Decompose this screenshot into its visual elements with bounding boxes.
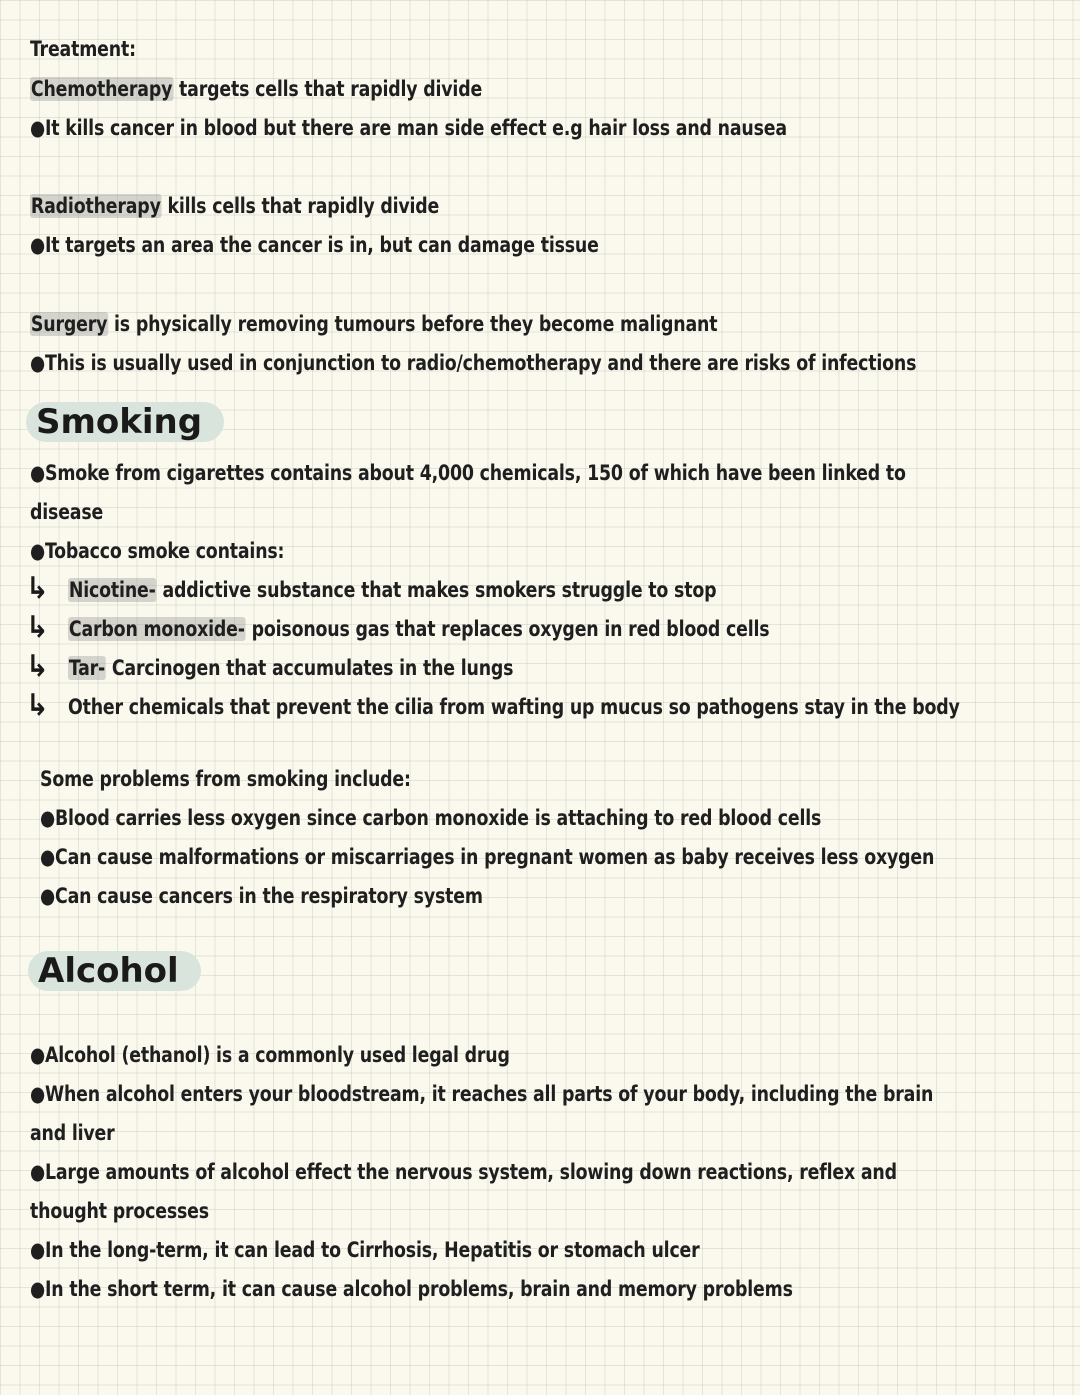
alcohol-bullet-4-text: In the long-term, it can lead to Cirrhosis, Hepatitis or stomach ulcer bbox=[44, 1238, 700, 1262]
smoking-bullet-1-cont: disease bbox=[30, 500, 104, 524]
alcohol-bullet-3-cont: thought processes bbox=[30, 1199, 209, 1223]
alcohol-bullet-3-text: Large amounts of alcohol effect the nervous system, slowing down reactions, reflex and bbox=[44, 1160, 897, 1184]
bullet-icon: ● bbox=[30, 1082, 45, 1106]
smoking-problem bbox=[40, 842, 934, 872]
bullet-icon: ● bbox=[30, 539, 45, 563]
alcohol-bullet-5-text: In the short term, it can cause alcohol problems, brain and memory problems bbox=[44, 1277, 793, 1301]
chemotherapy-bullet bbox=[30, 113, 787, 143]
smoking-bullet-2 bbox=[30, 536, 284, 566]
bullet-icon: ● bbox=[30, 1277, 45, 1301]
surgery-line bbox=[30, 309, 717, 339]
smoking-problem-text: Can cause malformations or miscarriages in pregnant women as baby receives less oxygen bbox=[54, 845, 935, 869]
radiotherapy-term: Radiotherapy bbox=[30, 194, 161, 218]
surgery-text: is physically removing tumours before they become malignant bbox=[108, 312, 718, 336]
arrow-icon: ↳ bbox=[26, 688, 49, 723]
radiotherapy-bullet-text: It targets an area the cancer is in, but can damage tissue bbox=[44, 233, 599, 257]
chemotherapy-text: targets cells that rapidly divide bbox=[173, 77, 483, 101]
alcohol-heading: Alcohol bbox=[28, 951, 201, 991]
smoking-problems-intro: Some problems from smoking include: bbox=[40, 767, 411, 791]
smoking-bullet-1 bbox=[30, 458, 906, 488]
bullet-icon: ● bbox=[30, 351, 45, 375]
smoking-problem bbox=[40, 803, 821, 833]
alcohol-bullet-4 bbox=[30, 1235, 700, 1265]
surgery-bullet-text: This is usually used in conjunction to radio/chemotherapy and there are risks of infections bbox=[44, 351, 917, 375]
bullet-icon: ● bbox=[30, 1043, 45, 1067]
list-item bbox=[68, 653, 513, 683]
smoking-heading: Smoking bbox=[26, 402, 224, 442]
arrow-icon: ↳ bbox=[26, 571, 49, 606]
alcohol-bullet-3 bbox=[30, 1157, 897, 1187]
smoking-problem bbox=[40, 881, 483, 911]
carbon-monoxide-term: Carbon monoxide- bbox=[68, 617, 245, 641]
nicotine-text: addictive substance that makes smokers struggle to stop bbox=[156, 578, 717, 602]
bullet-icon: ● bbox=[40, 845, 55, 869]
radiotherapy-line bbox=[30, 191, 439, 221]
bullet-icon: ● bbox=[30, 1160, 45, 1184]
alcohol-bullet-2-text: When alcohol enters your bloodstream, it reaches all parts of your body, including the brain bbox=[44, 1082, 934, 1106]
carbon-monoxide-text: poisonous gas that replaces oxygen in red blood cells bbox=[245, 617, 770, 641]
bullet-icon: ● bbox=[30, 461, 45, 485]
arrow-icon: ↳ bbox=[26, 649, 49, 684]
bullet-icon: ● bbox=[40, 806, 55, 830]
smoking-problem-text: Blood carries less oxygen since carbon monoxide is attaching to red blood cells bbox=[54, 806, 822, 830]
treatment-title: Treatment: bbox=[30, 37, 136, 61]
chemotherapy-line bbox=[30, 74, 482, 104]
tar-text: Carcinogen that accumulates in the lungs bbox=[105, 656, 514, 680]
chemotherapy-bullet-text: It kills cancer in blood but there are man side effect e.g hair loss and nausea bbox=[44, 116, 787, 140]
smoking-bullet-2-text: Tobacco smoke contains: bbox=[44, 539, 285, 563]
alcohol-bullet-1 bbox=[30, 1040, 510, 1070]
alcohol-bullet-5 bbox=[30, 1274, 793, 1304]
tar-term: Tar- bbox=[68, 656, 106, 680]
other-chemicals-text: Other chemicals that prevent the cilia from wafting up mucus so pathogens stay in the body bbox=[68, 695, 960, 719]
bullet-icon: ● bbox=[30, 1238, 45, 1262]
alcohol-bullet-1-text: Alcohol (ethanol) is a commonly used legal drug bbox=[44, 1043, 510, 1067]
bullet-icon: ● bbox=[30, 233, 45, 257]
list-item bbox=[68, 575, 716, 605]
radiotherapy-text: kills cells that rapidly divide bbox=[161, 194, 440, 218]
alcohol-bullet-2 bbox=[30, 1079, 933, 1109]
arrow-icon: ↳ bbox=[26, 610, 49, 645]
radiotherapy-bullet bbox=[30, 230, 599, 260]
list-item bbox=[68, 614, 769, 644]
surgery-bullet bbox=[30, 348, 916, 378]
bullet-icon: ● bbox=[30, 116, 45, 140]
alcohol-bullet-2-cont: and liver bbox=[30, 1121, 115, 1145]
surgery-term: Surgery bbox=[30, 312, 108, 336]
smoking-problem-text: Can cause cancers in the respiratory system bbox=[54, 884, 483, 908]
nicotine-term: Nicotine- bbox=[68, 578, 156, 602]
chemotherapy-term: Chemotherapy bbox=[30, 77, 173, 101]
list-item bbox=[68, 692, 960, 722]
smoking-bullet-1-text: Smoke from cigarettes contains about 4,000 chemicals, 150 of which have been linked to bbox=[44, 461, 906, 485]
bullet-icon: ● bbox=[40, 884, 55, 908]
